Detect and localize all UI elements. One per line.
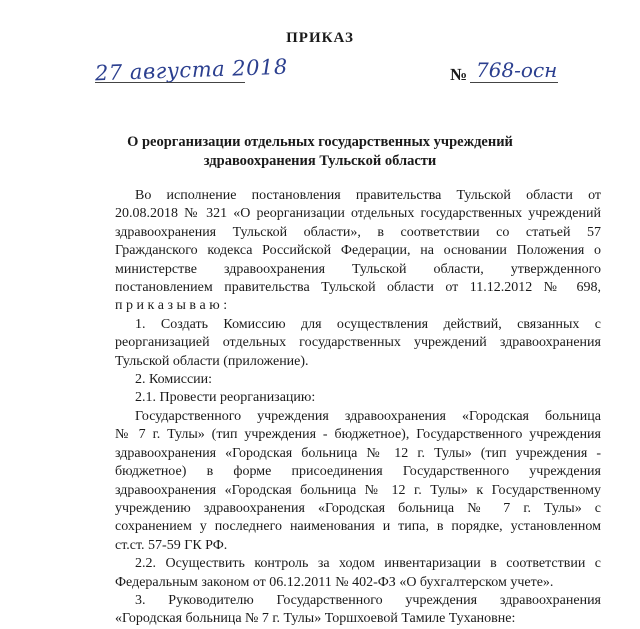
number-underline xyxy=(470,82,558,83)
body-line: здравоохранения «Городская больница № 12 г. Тулы» к Государственному xyxy=(115,482,601,498)
body-line: 1. Создать Комиссию для осуществления действий, связанных с xyxy=(135,316,601,332)
body-line: 2. Комиссии: xyxy=(135,372,213,388)
body-line: 2.2. Осуществить контроль за ходом инвентаризации в соответствии с xyxy=(135,556,601,572)
body-line: Во исполнение постановления правительства Тульской области от xyxy=(135,188,601,203)
heading-line: здравоохранения Тульской области xyxy=(203,153,437,169)
body-line: здравоохранения «Городская больница № 12 г. Тулы» (тип учреждения - xyxy=(115,445,601,461)
body-line: № 7 г. Тулы» (тип учреждения - бюджетное), Государственного учреждения xyxy=(115,427,601,443)
heading-line: О реорганизации отдельных государственных учреждений xyxy=(127,134,513,150)
body-line: 3. Руководителю Государственного учреждения здравоохранения xyxy=(135,592,601,608)
body-line: сохранением у последнего наименования и типа, в порядке, установленном xyxy=(115,519,601,535)
body-line: реорганизацией отдельных государственных учреждений здравоохранения xyxy=(115,335,601,351)
order-number-label: № xyxy=(450,65,468,84)
body-line: Гражданского кодекса Российской Федерации, на основании Положения о xyxy=(115,243,601,259)
body-line: Федеральным законом от 06.12.2011 № 402-ФЗ «О бухгалтерском учете». xyxy=(115,574,554,590)
body-line: учреждению здравоохранения «Городская больница № 7 г. Тулы» с xyxy=(115,500,601,516)
body-line: здравоохранения Тульской области», в соответствии со статьей 57 xyxy=(115,224,601,240)
order-heading xyxy=(0,133,640,171)
body-line: Тульской области (приложение). xyxy=(115,353,309,369)
handwritten-order-number: 768-осн xyxy=(476,58,558,82)
document-title: ПРИКАЗ xyxy=(286,30,354,46)
handwritten-date: 27 августа 2018 xyxy=(94,54,289,86)
body-line: ст.ст. 57-59 ГК РФ. xyxy=(115,537,228,553)
body-line: п р и к а з ы в а ю : xyxy=(115,298,228,314)
body-line: постановлением правительства Тульской области от 11.12.2012 № 698, xyxy=(115,280,601,296)
body-line: 20.08.2018 № 321 «О реорганизации отдельных государственных учреждений xyxy=(115,206,601,222)
body-line: «Городская больница № 7 г. Тулы» Торшхоевой Тамиле Тухановне: xyxy=(115,611,516,627)
date-underline xyxy=(95,82,245,83)
order-body xyxy=(115,187,601,629)
body-line: 2.1. Провести реорганизацию: xyxy=(135,390,316,406)
body-line: министерстве здравоохранения Тульской области, утвержденного xyxy=(115,261,601,277)
body-line: Государственного учреждения здравоохранения «Городская больница xyxy=(135,408,601,424)
body-line: бюджетное) в форме присоединения Государственного учреждения xyxy=(115,464,601,480)
